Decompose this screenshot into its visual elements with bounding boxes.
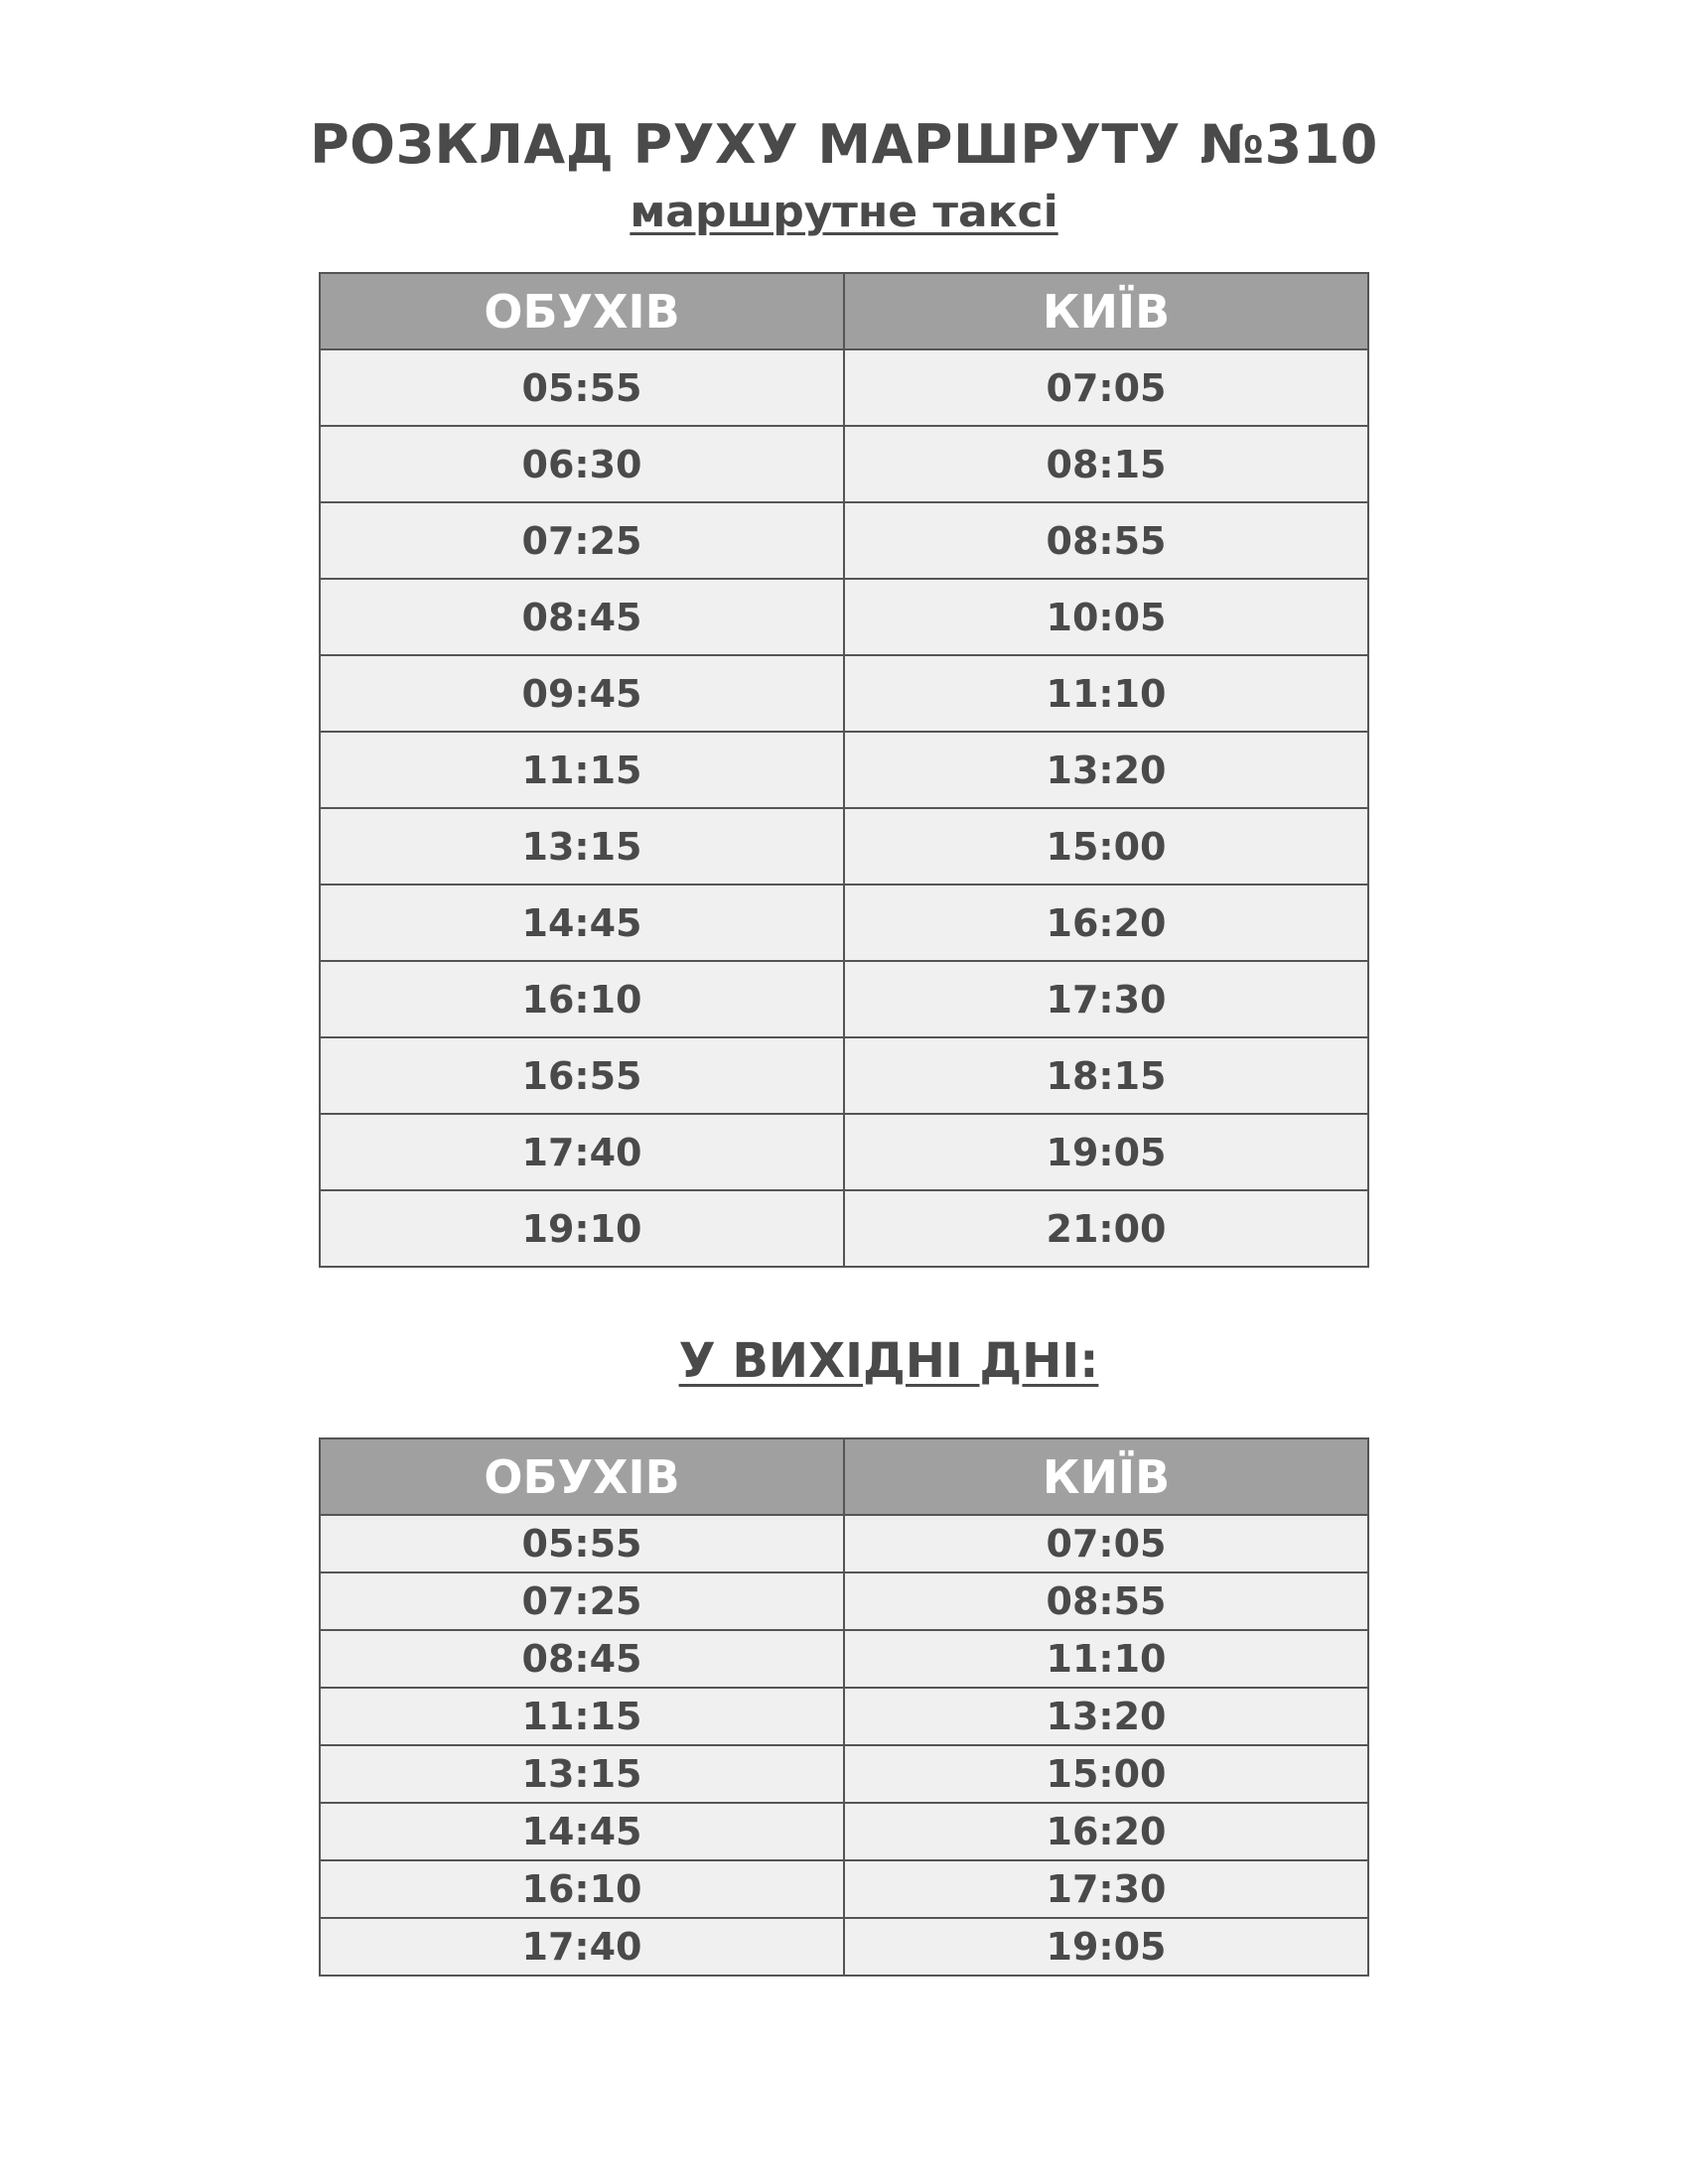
table-row xyxy=(320,1745,1368,1803)
departure-kyiv-cell: 19:05 xyxy=(844,1114,1368,1190)
departure-obukhiv-cell: 16:10 xyxy=(320,1860,844,1918)
departure-kyiv-cell: 19:05 xyxy=(844,1918,1368,1976)
table-row xyxy=(320,1688,1368,1745)
departure-kyiv-cell: 08:15 xyxy=(844,426,1368,502)
departure-kyiv-cell: 15:00 xyxy=(844,1745,1368,1803)
table-row xyxy=(320,1190,1368,1267)
subtitle-text: маршрутне таксі xyxy=(630,187,1058,237)
page-title: РОЗКЛАД РУХУ МАРШРУТУ №310 xyxy=(310,113,1378,176)
departure-obukhiv-cell: 09:45 xyxy=(320,655,844,732)
table-row xyxy=(320,961,1368,1037)
weekday-schedule-table xyxy=(319,272,1369,1268)
departure-obukhiv-cell: 14:45 xyxy=(320,885,844,961)
table-row xyxy=(320,808,1368,885)
departure-kyiv-cell: 17:30 xyxy=(844,1860,1368,1918)
table-row xyxy=(320,1918,1368,1976)
table-row xyxy=(320,1860,1368,1918)
departure-obukhiv-cell: 16:55 xyxy=(320,1037,844,1114)
column-header-kyiv: КИЇВ xyxy=(844,1438,1368,1515)
departure-obukhiv-cell: 13:15 xyxy=(320,808,844,885)
departure-kyiv-cell: 17:30 xyxy=(844,961,1368,1037)
table-row xyxy=(320,502,1368,579)
departure-obukhiv-cell: 17:40 xyxy=(320,1114,844,1190)
departure-kyiv-cell: 13:20 xyxy=(844,732,1368,808)
departure-kyiv-cell: 07:05 xyxy=(844,349,1368,426)
departure-obukhiv-cell: 07:25 xyxy=(320,502,844,579)
departure-obukhiv-cell: 13:15 xyxy=(320,1745,844,1803)
table-row xyxy=(320,1037,1368,1114)
table-row xyxy=(320,579,1368,655)
weekend-schedule-table xyxy=(319,1437,1369,1977)
table-row xyxy=(320,1515,1368,1572)
departure-obukhiv-cell: 17:40 xyxy=(320,1918,844,1976)
departure-obukhiv-cell: 14:45 xyxy=(320,1803,844,1860)
departure-obukhiv-cell: 11:15 xyxy=(320,1688,844,1745)
weekend-heading xyxy=(89,1326,1688,1396)
table-row xyxy=(320,732,1368,808)
table-row xyxy=(320,1630,1368,1688)
weekend-schedule-body xyxy=(320,1515,1368,1976)
departure-obukhiv-cell: 11:15 xyxy=(320,732,844,808)
departure-kyiv-cell: 16:20 xyxy=(844,885,1368,961)
departure-obukhiv-cell: 16:10 xyxy=(320,961,844,1037)
table-row xyxy=(320,426,1368,502)
departure-obukhiv-cell: 08:45 xyxy=(320,1630,844,1688)
page-subtitle xyxy=(0,183,1688,242)
departure-kyiv-cell: 10:05 xyxy=(844,579,1368,655)
column-header-kyiv: КИЇВ xyxy=(844,273,1368,349)
weekday-schedule-body xyxy=(320,349,1368,1267)
departure-kyiv-cell: 15:00 xyxy=(844,808,1368,885)
departure-obukhiv-cell: 05:55 xyxy=(320,349,844,426)
departure-kyiv-cell: 13:20 xyxy=(844,1688,1368,1745)
departure-kyiv-cell: 08:55 xyxy=(844,502,1368,579)
table-row xyxy=(320,1803,1368,1860)
table-header-row xyxy=(320,1438,1368,1515)
departure-obukhiv-cell: 19:10 xyxy=(320,1190,844,1267)
table-row xyxy=(320,1114,1368,1190)
departure-kyiv-cell: 11:10 xyxy=(844,655,1368,732)
weekend-heading-text: У ВИХІДНІ ДНІ: xyxy=(678,1333,1099,1389)
departure-obukhiv-cell: 07:25 xyxy=(320,1572,844,1630)
departure-obukhiv-cell: 08:45 xyxy=(320,579,844,655)
table-row xyxy=(320,349,1368,426)
departure-obukhiv-cell: 06:30 xyxy=(320,426,844,502)
departure-obukhiv-cell: 05:55 xyxy=(320,1515,844,1572)
departure-kyiv-cell: 08:55 xyxy=(844,1572,1368,1630)
column-header-obukhiv: ОБУХІВ xyxy=(320,1438,844,1515)
departure-kyiv-cell: 07:05 xyxy=(844,1515,1368,1572)
column-header-obukhiv: ОБУХІВ xyxy=(320,273,844,349)
departure-kyiv-cell: 11:10 xyxy=(844,1630,1368,1688)
table-header-row xyxy=(320,273,1368,349)
table-row xyxy=(320,1572,1368,1630)
departure-kyiv-cell: 16:20 xyxy=(844,1803,1368,1860)
departure-kyiv-cell: 21:00 xyxy=(844,1190,1368,1267)
table-row xyxy=(320,885,1368,961)
departure-kyiv-cell: 18:15 xyxy=(844,1037,1368,1114)
table-row xyxy=(320,655,1368,732)
